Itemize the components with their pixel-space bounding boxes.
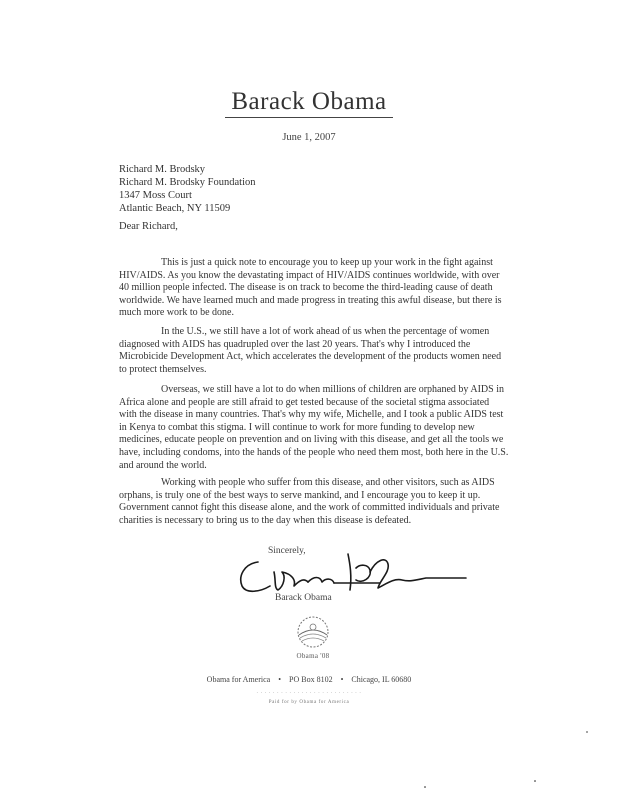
scan-speck [586, 731, 588, 733]
recipient-city: Atlantic Beach, NY 11509 [119, 203, 231, 214]
body-paragraph: Working with people who suffer from this disease, and other visitors, such as AIDS orphans, is truly one of the best ways to serve mankind, and I encourage you to keep it up. Government cannot fight this disease alone, and the work of committed individuals and private charities is necessary to bring us to the day when this disease is defeated. [119, 477, 500, 526]
valediction: Sincerely, [268, 546, 306, 556]
scan-speck [534, 780, 536, 782]
body-paragraph: In the U.S., we still have a lot of work ahead of us when the percentage of women diagnosed with AIDS has quadrupled over the last 20 years. That's why I introduced the Microbicide Development Act, which accelerates the development of the products women need to protect themselves. [119, 326, 502, 375]
letterhead [0, 88, 618, 118]
body-paragraph: Overseas, we still have a lot to do when millions of children are orphaned by AIDS in Africa alone and people are still afraid to get tested because of the societal stigma associated with the disease in many countries. That's why my wife, Michelle, and I took a public AIDS test in Kenya to combat this stigma. I will continue to work for more funding to develop new medicines, educate people on prevention and on living with this disease, and get all the tools we have, including condoms, into the hands of the people who need them most, both here in the U.S. and around the world. [119, 384, 509, 471]
footer-po-box: PO Box 8102 [289, 675, 333, 684]
handwritten-signature [230, 550, 470, 598]
letterhead-name: Barack Obama [225, 88, 392, 118]
recipient-organization: Richard M. Brodsky Foundation [119, 177, 256, 188]
salutation: Dear Richard, [119, 221, 178, 232]
footer-organization: Obama for America [206, 675, 271, 684]
recipient-name: Richard M. Brodsky [119, 164, 206, 175]
campaign-logo-text: Obama '08 [296, 652, 330, 660]
signer-name: Barack Obama [275, 593, 332, 603]
footer-paid-for-notice: Paid for by Obama for America [268, 700, 350, 705]
footer-city: Chicago, IL 60680 [351, 675, 412, 684]
recipient-street: 1347 Moss Court [119, 190, 192, 201]
letter-footer [0, 675, 618, 684]
letter-date: June 1, 2007 [282, 132, 336, 143]
campaign-logo [288, 613, 338, 656]
scan-speck [424, 786, 426, 788]
campaign-logo-icon [288, 613, 338, 651]
footer-separator: • [340, 675, 344, 684]
body-paragraph: This is just a quick note to encourage you to keep up your work in the fight against HIV/AIDS. As you know the devastating impact of HIV/AIDS continues worldwide, with over 40 million people infected. The disease is on track to become the third-leading cause of death worldwide. We have learned much and made progress in treating this awful disease, but there is much more work to be done. [119, 257, 502, 319]
footer-separator: • [278, 675, 282, 684]
footer-fine-print: · · · · · · · · · · · · · · · · · · · · · · · · · · [256, 691, 362, 696]
recipient-address [119, 163, 256, 215]
